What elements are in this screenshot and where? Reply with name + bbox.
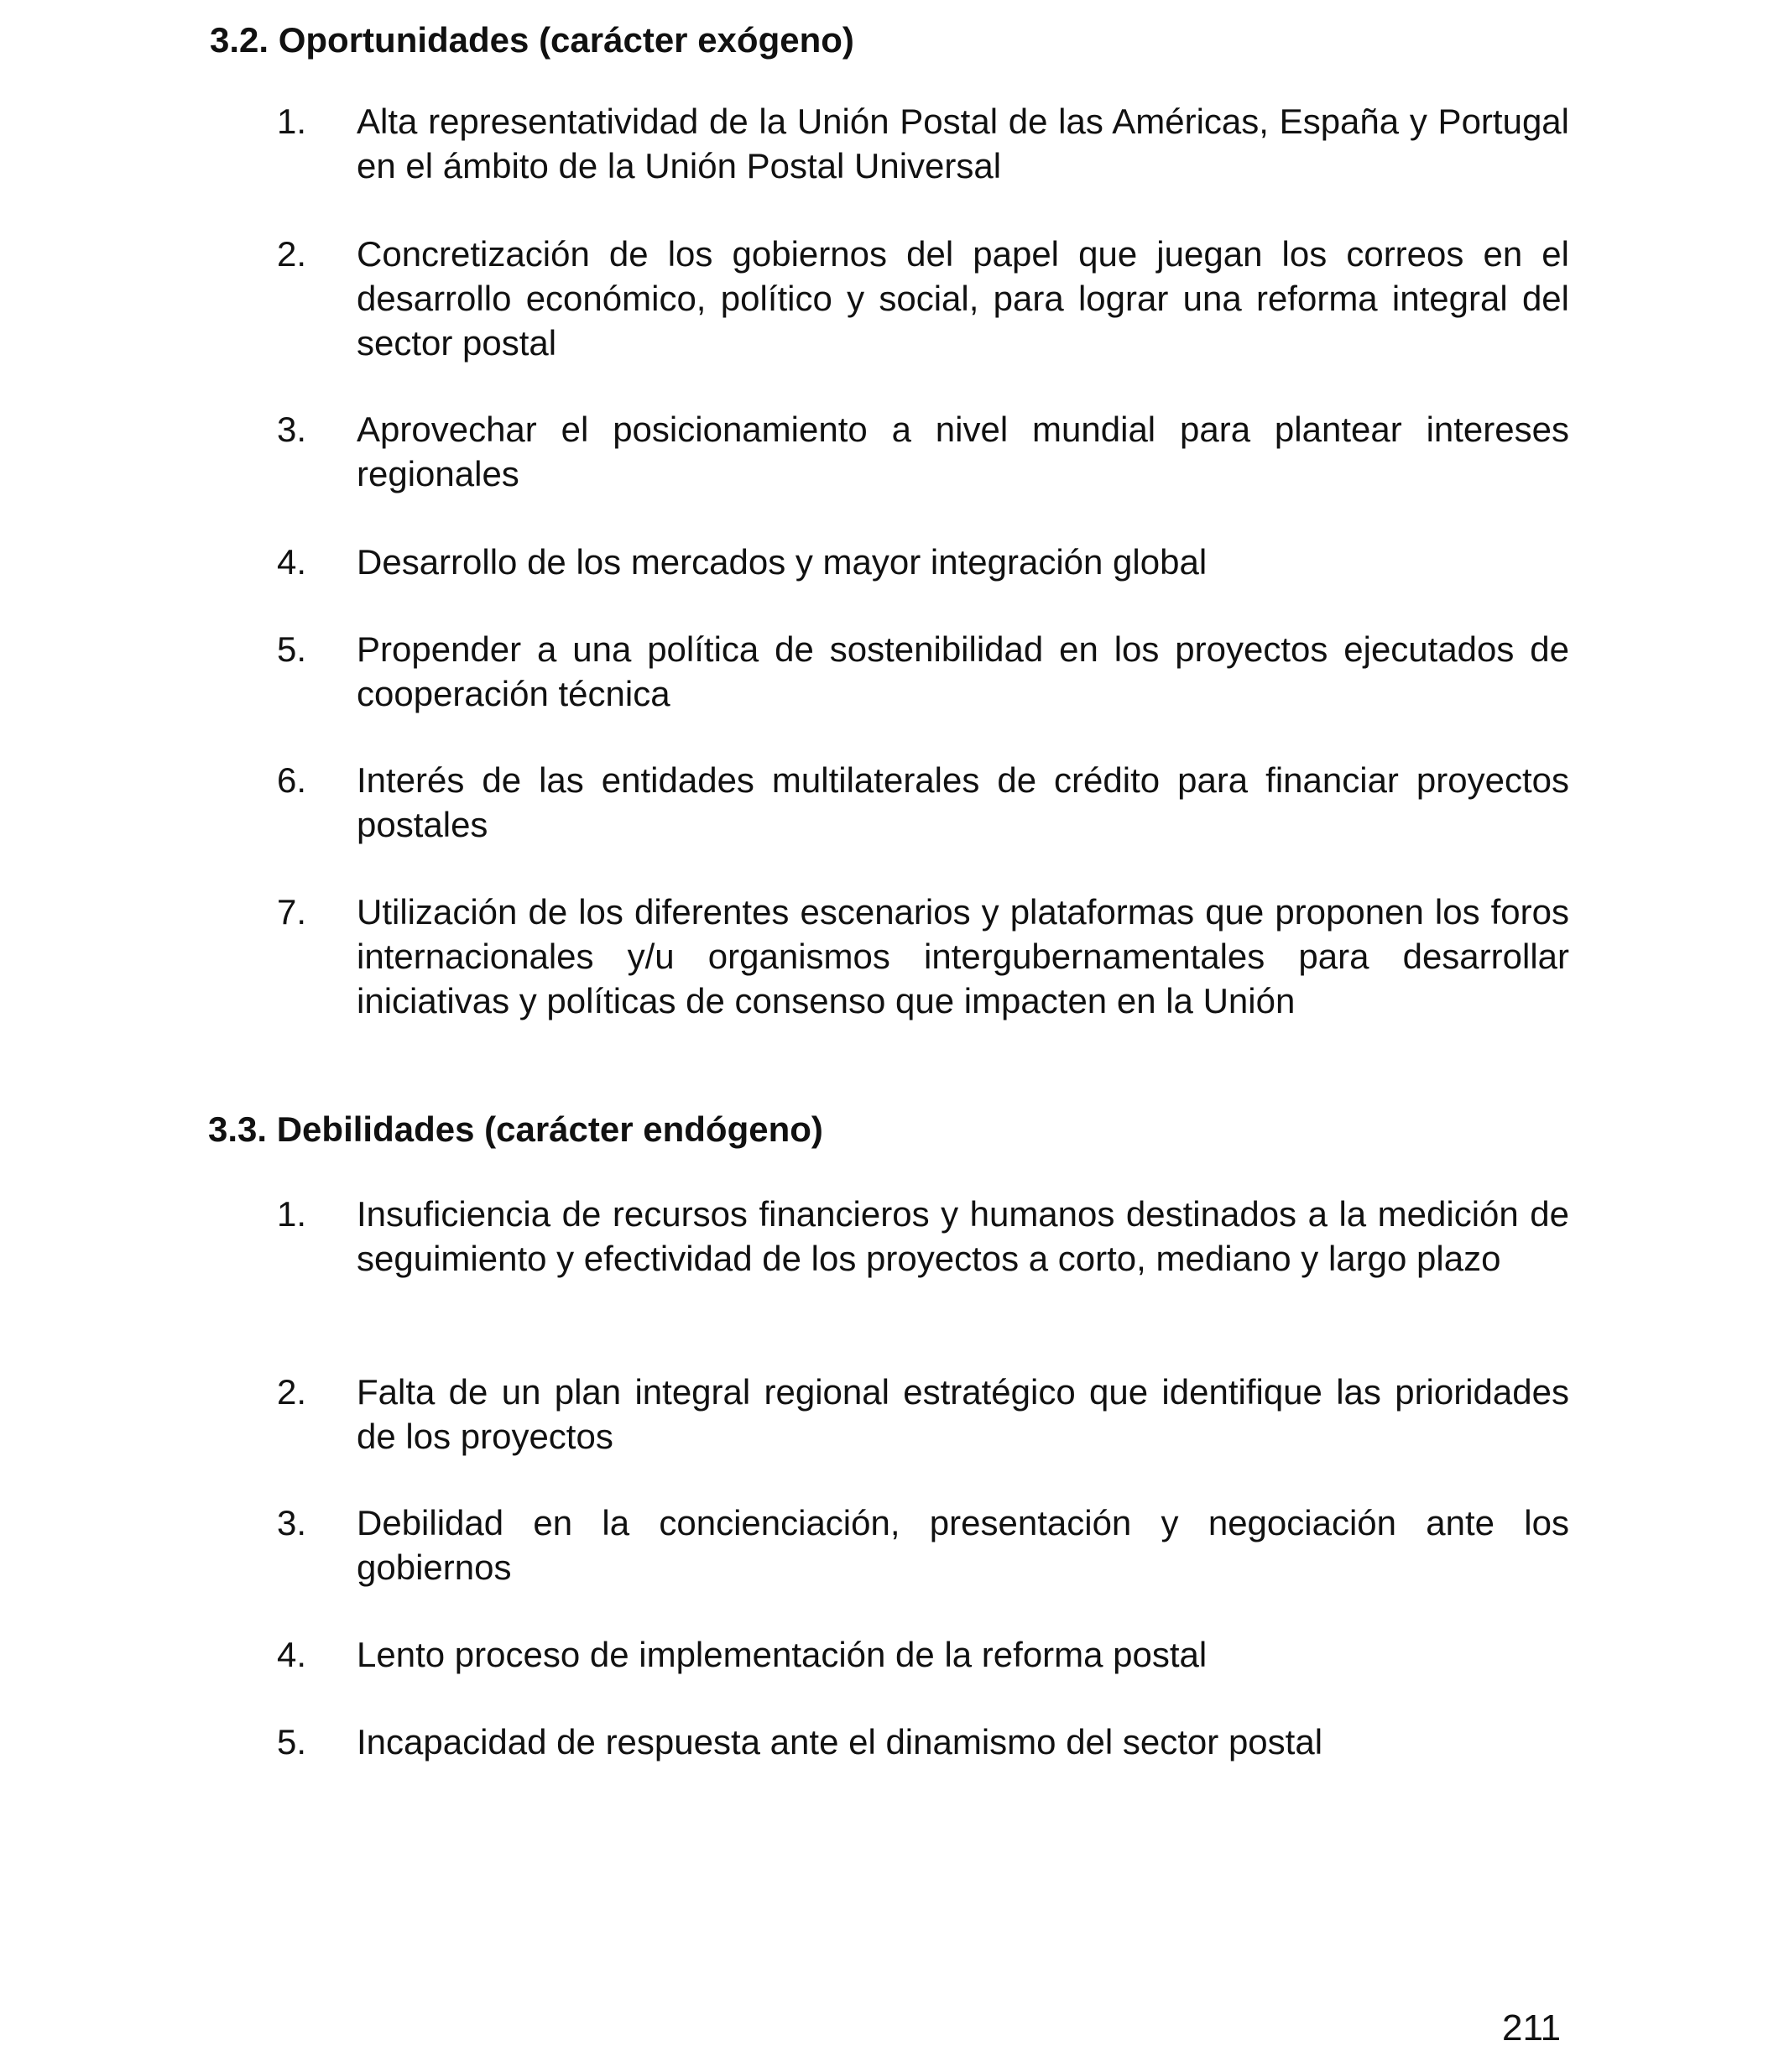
list-item-number: 1. xyxy=(277,102,307,141)
list-item-text: Propender a una política de sostenibilidad en los proyectos ejecutados de cooperación técnica xyxy=(357,629,1569,713)
list-item-text: Concretización de los gobiernos del papel que juegan los correos en el desarrollo económico, político y social, para lograr una reforma integral del sector postal xyxy=(357,234,1569,363)
section-heading-oportunidades: 3.2. Oportunidades (carácter exógeno) xyxy=(210,20,854,60)
list-item xyxy=(277,1192,1569,1281)
list-item-number: 7. xyxy=(277,892,307,932)
list-item-number: 4. xyxy=(277,542,307,582)
list-item-number: 5. xyxy=(277,1722,307,1761)
list-item-text: Alta representatividad de la Unión Postal de las Américas, España y Portugal en el ámbito de la Unión Postal Universal xyxy=(357,102,1569,185)
list-item-text: Debilidad en la concienciación, presentación y negociación ante los gobiernos xyxy=(357,1503,1569,1587)
list-item xyxy=(277,890,1569,1023)
list-item xyxy=(277,540,1569,584)
list-item xyxy=(277,1632,1569,1677)
section-heading-debilidades: 3.3. Debilidades (carácter endógeno) xyxy=(208,1109,823,1149)
list-item-number: 5. xyxy=(277,629,307,669)
list-item-text: Desarrollo de los mercados y mayor integración global xyxy=(357,542,1208,582)
list-item-number: 1. xyxy=(277,1194,307,1234)
list-item-number: 3. xyxy=(277,410,307,449)
list-item xyxy=(277,407,1569,496)
list-item xyxy=(277,1370,1569,1459)
list-item-number: 2. xyxy=(277,1372,307,1412)
list-item-text: Incapacidad de respuesta ante el dinamismo del sector postal xyxy=(357,1722,1323,1761)
list-item xyxy=(277,627,1569,716)
list-item xyxy=(277,232,1569,365)
list-item-number: 2. xyxy=(277,234,307,274)
list-item xyxy=(277,1720,1569,1764)
page-number: 211 xyxy=(1502,2007,1562,2049)
list-item-text: Interés de las entidades multilaterales de crédito para financiar proyectos postales xyxy=(357,760,1569,844)
list-item xyxy=(277,758,1569,847)
list-item-text: Utilización de los diferentes escenarios y plataformas que proponen los foros internacionales y/u organismos intergubernamentales para desarrollar iniciativas y políticas de consenso que impacten en la Unión xyxy=(357,892,1569,1020)
list-item-number: 3. xyxy=(277,1503,307,1542)
list-item xyxy=(277,99,1569,188)
list-item xyxy=(277,1501,1569,1589)
list-item-text: Insuficiencia de recursos financieros y humanos destinados a la medición de seguimiento y efectividad de los proyectos a corto, mediano y largo plazo xyxy=(357,1194,1569,1278)
list-item-text: Aprovechar el posicionamiento a nivel mundial para plantear intereses regionales xyxy=(357,410,1569,493)
list-item-text: Falta de un plan integral regional estratégico que identifique las prioridades de los proyectos xyxy=(357,1372,1569,1456)
list-item-text: Lento proceso de implementación de la reforma postal xyxy=(357,1635,1208,1674)
list-item-number: 6. xyxy=(277,760,307,800)
list-item-number: 4. xyxy=(277,1635,307,1674)
